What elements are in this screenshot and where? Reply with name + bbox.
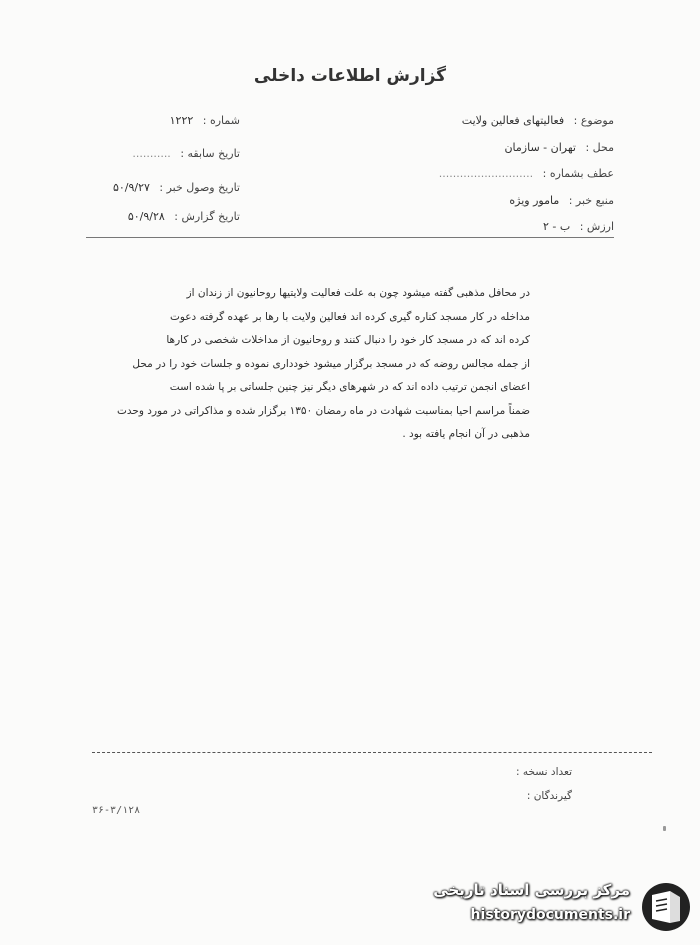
recipients-label: گیرندگان : <box>526 790 572 802</box>
watermark <box>402 877 692 937</box>
body-line: در محافل مذهبی گفته میشود چون به علت فعالیت ولایتیها روحانیون از زندان از <box>186 287 530 299</box>
received-date-field <box>113 181 240 194</box>
watermark-org-name: مرکز بررسی اسناد تاریخی <box>433 881 630 899</box>
subject-field <box>462 114 614 127</box>
followup-label: عطف بشماره : <box>542 167 614 180</box>
followup-dots: ........................... <box>438 167 534 180</box>
subject-value: فعالیتهای فعالین ولایت <box>461 114 565 127</box>
received-date-value: ۵۰/۹/۲۷ <box>112 181 150 194</box>
evaluation-field <box>543 220 614 233</box>
subject-label: موضوع : <box>573 114 614 127</box>
header-divider <box>86 237 614 238</box>
footer-divider <box>92 752 652 753</box>
followup-field <box>439 167 614 180</box>
body-line: از جمله مجالس روضه که در مسجد برگزار میشود خودداری نموده و جلسات خود را در محل <box>132 357 530 370</box>
number-label: شماره : <box>202 114 240 127</box>
source-value: مامور ویژه <box>509 194 560 207</box>
evaluation-value: ب - ۲ <box>542 220 571 233</box>
body-line: مداخله در کار مسجد کناره گیری کرده اند فعالین ولایت با رها بر عهده گرفته دعوت <box>169 310 530 323</box>
history-date-dots: ........... <box>132 147 171 160</box>
report-body <box>108 282 530 447</box>
body-line: مذهبی در آن انجام یافته بود . <box>402 428 530 440</box>
history-date-field <box>132 147 240 160</box>
document-title: گزارش اطلاعات داخلی <box>253 66 447 86</box>
body-line: کرده اند که در مسجد کار خود را دنبال کنند و روحانیون از مداخلات شخصی در کارها <box>166 334 530 346</box>
report-date-value: ۵۰/۹/۲۸ <box>127 210 165 223</box>
watermark-website: historydocuments.ir <box>470 907 630 923</box>
scan-speck <box>663 826 666 831</box>
document-code: ۳۶-۳/۱۲۸ <box>92 805 141 816</box>
report-date-label: تاریخ گزارش : <box>174 210 240 223</box>
number-value: ۱۲۲۲ <box>169 114 194 127</box>
archive-logo-icon <box>640 881 692 933</box>
location-label: محل : <box>585 141 614 154</box>
source-field <box>509 194 614 207</box>
report-date-field <box>128 210 240 223</box>
source-label: منبع خبر : <box>568 194 614 207</box>
evaluation-label: ارزش : <box>579 220 614 233</box>
location-value: تهران - سازمان <box>504 141 576 154</box>
history-date-label: تاریخ سابقه : <box>180 147 240 160</box>
copies-label: تعداد نسخه : <box>515 766 572 778</box>
received-date-label: تاریخ وصول خبر : <box>159 181 240 194</box>
body-line: ضمناً مراسم احیا بمناسبت شهادت در ماه رمضان ۱۳۵۰ برگزار شده و مذاکراتی در مورد وحدت <box>116 404 530 417</box>
number-field <box>170 114 240 127</box>
body-line: اعضای انجمن ترتیب داده اند که در شهرهای دیگر نیز چنین جلساتی بر پا شده است <box>169 381 530 393</box>
location-field <box>504 141 614 154</box>
